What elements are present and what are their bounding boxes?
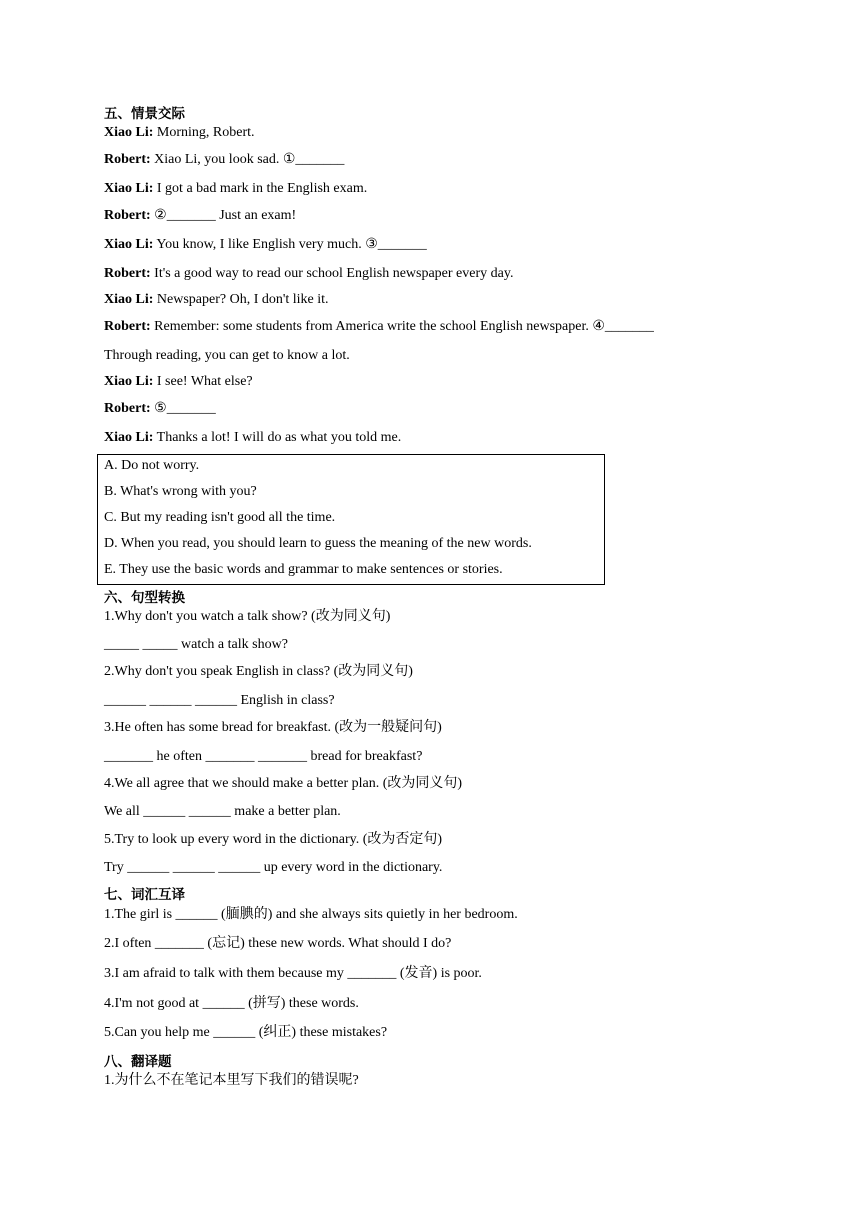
option-e: E. They use the basic words and grammar to make sentences or stories. [104,562,503,577]
transform-answer-3: _______ he often _______ _______ bread for breakfast? [104,749,423,764]
speaker-name: Xiao Li: [104,181,154,196]
speaker-name: Xiao Li: [104,125,154,140]
dialogue-line-4 [104,207,296,225]
dialogue-line-6 [104,265,513,283]
section-heading-5: 五、情景交际 [104,106,185,122]
section-heading-8: 八、翻译题 [104,1054,172,1070]
vocab-item-1: 1.The girl is ______ (腼腆的) and she always sits quietly in her bedroom. [104,907,518,922]
speaker-name: Robert: [104,266,151,281]
dialogue-text: You know, I like English very much. ③_______ [153,237,427,252]
transform-question-4: 4.We all agree that we should make a better plan. (改为同义句) [104,776,463,791]
dialogue-text: Morning, Robert. [153,125,255,140]
dialogue-text: I see! What else? [153,374,253,389]
section-heading-7: 七、词汇互译 [104,887,185,903]
dialogue-text: Remember: some students from America write the school English newspaper. ④_______ [150,319,654,334]
dialogue-line-5 [104,236,427,254]
transform-question-2: 2.Why don't you speak English in class? (改为同义句) [104,664,413,679]
transform-answer-1: _____ _____ watch a talk show? [104,637,288,652]
transform-question-5: 5.Try to look up every word in the dictionary. (改为否定句) [104,832,443,847]
dialogue-text: Thanks a lot! I will do as what you told me. [153,430,402,445]
dialogue-text: Newspaper? Oh, I don't like it. [153,292,329,307]
speaker-name: Xiao Li: [104,374,154,389]
dialogue-line-10 [104,373,253,391]
transform-answer-4: We all ______ ______ make a better plan. [104,804,341,819]
dialogue-text: ②_______ Just an exam! [150,208,297,223]
dialogue-line-8 [104,318,654,336]
dialogue-line-2 [104,151,344,169]
speaker-name: Robert: [104,401,151,416]
speaker-name: Robert: [104,152,151,167]
option-c: C. But my reading isn't good all the time. [104,510,336,525]
option-b: B. What's wrong with you? [104,484,257,499]
dialogue-text: I got a bad mark in the English exam. [153,181,368,196]
translation-item-1: 1.为什么不在笔记本里写下我们的错误呢? [104,1073,359,1088]
dialogue-text: Through reading, you can get to know a lot. [104,348,350,363]
option-a: A. Do not worry. [104,458,200,473]
options-box [97,454,605,585]
vocab-item-2: 2.I often _______ (忘记) these new words. What should I do? [104,936,452,951]
dialogue-line-7 [104,291,329,309]
speaker-name: Xiao Li: [104,430,154,445]
speaker-name: Xiao Li: [104,292,154,307]
dialogue-text: ⑤_______ [150,401,216,416]
dialogue-line-9 [104,347,350,365]
speaker-name: Xiao Li: [104,237,154,252]
transform-answer-2: ______ ______ ______ English in class? [104,693,335,708]
speaker-name: Robert: [104,208,151,223]
dialogue-line-11 [104,400,216,418]
option-d: D. When you read, you should learn to guess the meaning of the new words. [104,536,532,551]
transform-answer-5: Try ______ ______ ______ up every word in the dictionary. [104,860,443,875]
vocab-item-3: 3.I am afraid to talk with them because my _______ (发音) is poor. [104,966,482,981]
vocab-item-4: 4.I'm not good at ______ (拼写) these words. [104,996,359,1011]
section-heading-6: 六、句型转换 [104,590,185,606]
dialogue-line-3 [104,180,367,198]
transform-question-3: 3.He often has some bread for breakfast. (改为一般疑问句) [104,720,442,735]
dialogue-line-1 [104,124,255,142]
vocab-item-5: 5.Can you help me ______ (纠正) these mistakes? [104,1025,388,1040]
dialogue-text: It's a good way to read our school English newspaper every day. [150,266,514,281]
dialogue-text: Xiao Li, you look sad. ①_______ [150,152,345,167]
speaker-name: Robert: [104,319,151,334]
transform-question-1: 1.Why don't you watch a talk show? (改为同义句) [104,609,391,624]
dialogue-line-12 [104,429,401,447]
